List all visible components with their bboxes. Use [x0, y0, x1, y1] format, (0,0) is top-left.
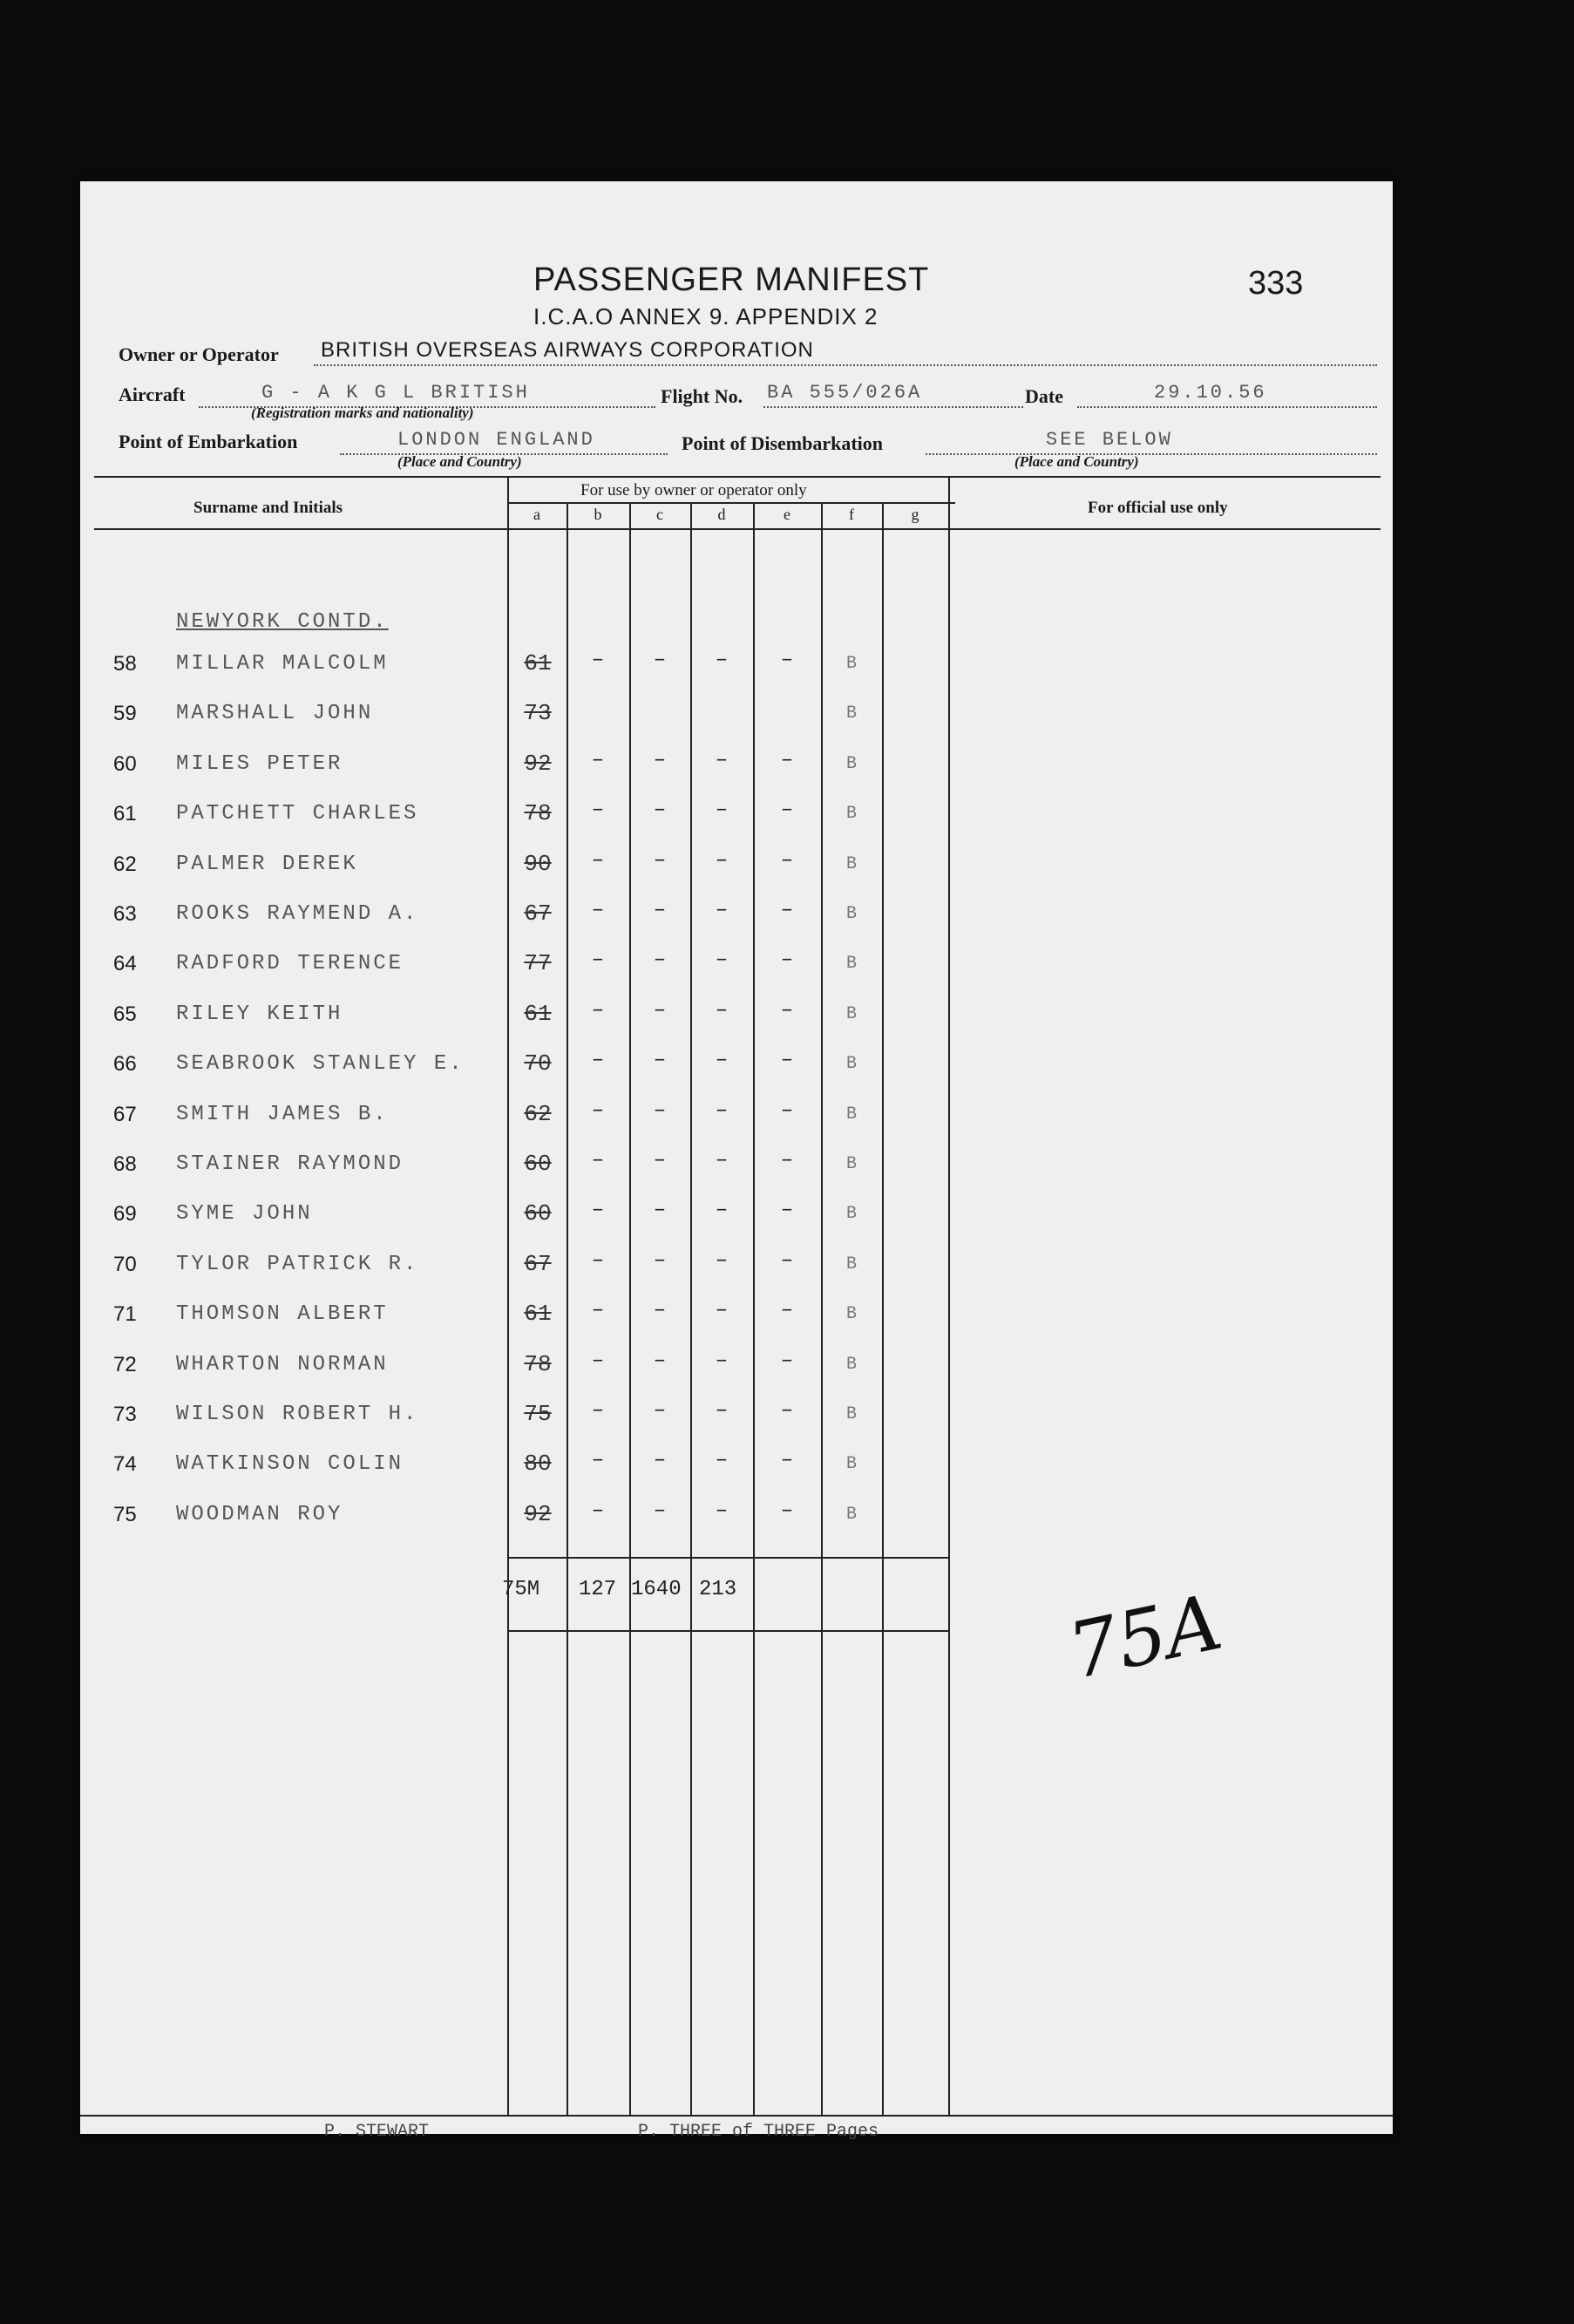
column-a-value: 77 [524, 950, 552, 976]
column-header-e: e [784, 506, 790, 523]
dash-mark: – [591, 1249, 605, 1273]
dash-mark: – [715, 1199, 729, 1222]
section-label: NEWYORK CONTD. [176, 610, 389, 634]
passenger-name: WHARTON NORMAN [176, 1353, 389, 1376]
row-number: 64 [113, 952, 137, 975]
dash-mark: – [591, 749, 605, 772]
table-header-bottom-rule [94, 528, 1381, 530]
column-a-value: 90 [524, 851, 552, 877]
passenger-name: MILLAR MALCOLM [176, 652, 389, 676]
disembark-value: SEE BELOW [1046, 429, 1173, 451]
dash-mark: – [715, 899, 729, 922]
row-number: 75 [113, 1503, 137, 1526]
dash-mark: – [780, 948, 794, 972]
dash-mark: – [653, 798, 667, 822]
dash-mark: – [715, 999, 729, 1023]
passenger-name: ROOKS RAYMEND A. [176, 902, 419, 926]
passenger-name: WILSON ROBERT H. [176, 1403, 419, 1426]
dash-mark: – [715, 1299, 729, 1322]
dash-mark: – [591, 1099, 605, 1123]
column-a-value: 61 [524, 1301, 552, 1327]
dash-mark: – [653, 999, 667, 1023]
column-a-value: 61 [524, 1001, 552, 1027]
column-f-value: B [845, 1204, 857, 1224]
column-line-c [629, 502, 631, 2115]
dash-mark: – [715, 1099, 729, 1123]
dash-mark: – [780, 649, 794, 672]
total-d: 213 [699, 1578, 737, 1601]
dash-mark: – [780, 1299, 794, 1322]
owner-use-rule [509, 502, 955, 504]
row-number: 73 [113, 1403, 137, 1426]
total-a: 75M [502, 1578, 540, 1601]
row-number: 70 [113, 1253, 137, 1276]
passenger-name: MARSHALL JOHN [176, 702, 374, 725]
row-number: 60 [113, 752, 137, 776]
column-a-value: 78 [524, 800, 552, 826]
passenger-name: RADFORD TERENCE [176, 952, 404, 975]
column-f-value: B [845, 1355, 857, 1375]
column-a-value: 67 [524, 900, 552, 927]
dash-mark: – [591, 948, 605, 972]
dash-mark: – [653, 948, 667, 972]
dash-mark: – [653, 749, 667, 772]
embark-label: Point of Embarkation [119, 431, 298, 452]
row-number: 74 [113, 1452, 137, 1476]
column-line-official [948, 476, 950, 2115]
row-number: 71 [113, 1302, 137, 1326]
dash-mark: – [780, 1249, 794, 1273]
dash-mark: – [715, 1049, 729, 1072]
column-f-value: B [845, 954, 857, 974]
footer-left: P. STEWART [324, 2122, 430, 2142]
dash-mark: – [715, 1499, 729, 1523]
dash-mark: – [780, 999, 794, 1023]
dash-mark: – [653, 1049, 667, 1072]
dash-mark: – [653, 1299, 667, 1322]
column-f-value: B [845, 1505, 857, 1525]
dash-mark: – [591, 1399, 605, 1423]
owner-dotline [314, 364, 1377, 366]
column-line-b [567, 502, 568, 2115]
column-header-f: f [849, 506, 854, 523]
column-header-g: g [911, 506, 919, 523]
flight-label: Flight No. [661, 385, 743, 407]
column-a-value: 73 [524, 700, 552, 726]
owner-label: Owner or Operator [119, 343, 279, 365]
passenger-name: SYME JOHN [176, 1202, 313, 1226]
dash-mark: – [715, 1399, 729, 1423]
dash-mark: – [780, 849, 794, 873]
column-header-b: b [594, 506, 602, 523]
column-f-value: B [845, 1304, 857, 1324]
dash-mark: – [591, 1349, 605, 1373]
dash-mark: – [591, 649, 605, 672]
column-f-value: B [845, 1054, 857, 1074]
row-number: 67 [113, 1103, 137, 1126]
date-dotline [1077, 406, 1377, 408]
dash-mark: – [653, 1199, 667, 1222]
aircraft-value: G - A K G L BRITISH [261, 382, 530, 404]
column-line-g [882, 502, 884, 2115]
disembark-label: Point of Disembarkation [682, 432, 883, 454]
dash-mark: – [653, 1099, 667, 1123]
column-header-a: a [533, 506, 540, 523]
aircraft-label: Aircraft [119, 384, 186, 405]
dash-mark: – [715, 798, 729, 822]
dash-mark: – [715, 1249, 729, 1273]
dash-mark: – [653, 1449, 667, 1472]
page-title: PASSENGER MANIFEST [533, 262, 930, 298]
manifest-page [80, 181, 1393, 2142]
column-a-value: 60 [524, 1200, 552, 1227]
totals-bottom-rule [507, 1630, 950, 1632]
column-f-value: B [845, 754, 857, 774]
dash-mark: – [715, 849, 729, 873]
passenger-name: SEABROOK STANLEY E. [176, 1052, 465, 1076]
page-subtitle: I.C.A.O ANNEX 9. APPENDIX 2 [533, 303, 879, 330]
dash-mark: – [653, 899, 667, 922]
column-f-value: B [845, 1404, 857, 1424]
dash-mark: – [591, 1299, 605, 1322]
column-a-value: 61 [524, 650, 552, 676]
page-number: 333 [1248, 265, 1304, 302]
handwritten-note: 75A [1061, 1576, 1230, 1697]
column-line-d [690, 502, 692, 2115]
column-a-value: 78 [524, 1351, 552, 1377]
column-f-value: B [845, 1104, 857, 1125]
dash-mark: – [653, 1499, 667, 1523]
column-f-value: B [845, 854, 857, 874]
column-f-value: B [845, 804, 857, 824]
dash-mark: – [653, 1349, 667, 1373]
row-number: 69 [113, 1202, 137, 1226]
embark-value: LONDON ENGLAND [397, 429, 595, 451]
dash-mark: – [780, 1499, 794, 1523]
dash-mark: – [715, 1349, 729, 1373]
dash-mark: – [780, 1399, 794, 1423]
column-f-value: B [845, 1154, 857, 1174]
row-number: 63 [113, 902, 137, 926]
passenger-name: STAINER RAYMOND [176, 1152, 404, 1176]
column-a-value: 80 [524, 1451, 552, 1477]
dash-mark: – [591, 798, 605, 822]
passenger-name: WATKINSON COLIN [176, 1452, 404, 1476]
column-a-value: 75 [524, 1401, 552, 1427]
flight-dotline [763, 406, 1023, 408]
column-a-value: 67 [524, 1251, 552, 1277]
row-number: 72 [113, 1353, 137, 1376]
owner-value: BRITISH OVERSEAS AIRWAYS CORPORATION [321, 338, 814, 362]
dash-mark: – [715, 749, 729, 772]
aircraft-note: (Registration marks and nationality) [251, 404, 474, 421]
passenger-name: PATCHETT CHARLES [176, 802, 419, 826]
dash-mark: – [780, 1099, 794, 1123]
dash-mark: – [715, 948, 729, 972]
column-f-value: B [845, 1004, 857, 1024]
passenger-name: PALMER DEREK [176, 853, 358, 876]
embark-note: (Place and Country) [397, 453, 522, 470]
column-line-e [753, 502, 755, 2115]
row-number: 58 [113, 652, 137, 676]
column-header-d: d [717, 506, 726, 523]
dash-mark: – [653, 849, 667, 873]
dash-mark: – [780, 1049, 794, 1072]
passenger-name: MILES PETER [176, 752, 343, 776]
dash-mark: – [591, 1049, 605, 1072]
row-number: 59 [113, 702, 137, 725]
dash-mark: – [653, 1249, 667, 1273]
passenger-name: TYLOR PATRICK R. [176, 1253, 419, 1276]
dash-mark: – [591, 1499, 605, 1523]
column-f-value: B [845, 1454, 857, 1474]
footer-rule [80, 2115, 1393, 2117]
row-number: 62 [113, 853, 137, 876]
dash-mark: – [653, 649, 667, 672]
footer-right: P. THREE of THREE Pages [638, 2122, 879, 2142]
surname-header: Surname and Initials [193, 499, 343, 517]
flight-value: BA 555/026A [767, 382, 923, 404]
column-a-value: 92 [524, 751, 552, 777]
column-a-value: 60 [524, 1151, 552, 1177]
column-f-value: B [845, 703, 857, 724]
passenger-name: THOMSON ALBERT [176, 1302, 389, 1326]
dash-mark: – [653, 1149, 667, 1172]
totals-top-rule [507, 1557, 950, 1559]
dash-mark: – [591, 1199, 605, 1222]
dash-mark: – [715, 1149, 729, 1172]
table-top-rule [94, 476, 1381, 478]
dash-mark: – [715, 649, 729, 672]
passenger-name: RILEY KEITH [176, 1002, 343, 1026]
owner-use-header: For use by owner or operator only [580, 481, 807, 499]
disembark-note: (Place and Country) [1014, 453, 1139, 470]
dash-mark: – [780, 1449, 794, 1472]
dash-mark: – [591, 849, 605, 873]
dash-mark: – [780, 1199, 794, 1222]
dash-mark: – [591, 899, 605, 922]
dash-mark: – [780, 1149, 794, 1172]
dash-mark: – [780, 899, 794, 922]
dash-mark: – [780, 1349, 794, 1373]
dash-mark: – [780, 749, 794, 772]
column-f-value: B [845, 654, 857, 674]
official-header: For official use only [1088, 499, 1228, 517]
dash-mark: – [780, 798, 794, 822]
disembark-dotline [926, 453, 1377, 455]
row-number: 65 [113, 1002, 137, 1026]
row-number: 61 [113, 802, 137, 826]
column-a-value: 62 [524, 1101, 552, 1127]
column-header-c: c [656, 506, 663, 523]
column-a-value: 70 [524, 1050, 552, 1077]
row-number: 66 [113, 1052, 137, 1076]
row-number: 68 [113, 1152, 137, 1176]
date-value: 29.10.56 [1154, 382, 1267, 404]
column-f-value: B [845, 904, 857, 924]
dash-mark: – [591, 1149, 605, 1172]
column-a-value: 92 [524, 1501, 552, 1527]
dash-mark: – [653, 1399, 667, 1423]
dash-mark: – [591, 999, 605, 1023]
total-c: 1640 [631, 1578, 682, 1601]
column-line-f [821, 502, 823, 2115]
passenger-name: WOODMAN ROY [176, 1503, 343, 1526]
date-label: Date [1025, 385, 1063, 407]
passenger-name: SMITH JAMES B. [176, 1103, 389, 1126]
dash-mark: – [715, 1449, 729, 1472]
column-f-value: B [845, 1254, 857, 1274]
total-b: 127 [579, 1578, 617, 1601]
dash-mark: – [591, 1449, 605, 1472]
